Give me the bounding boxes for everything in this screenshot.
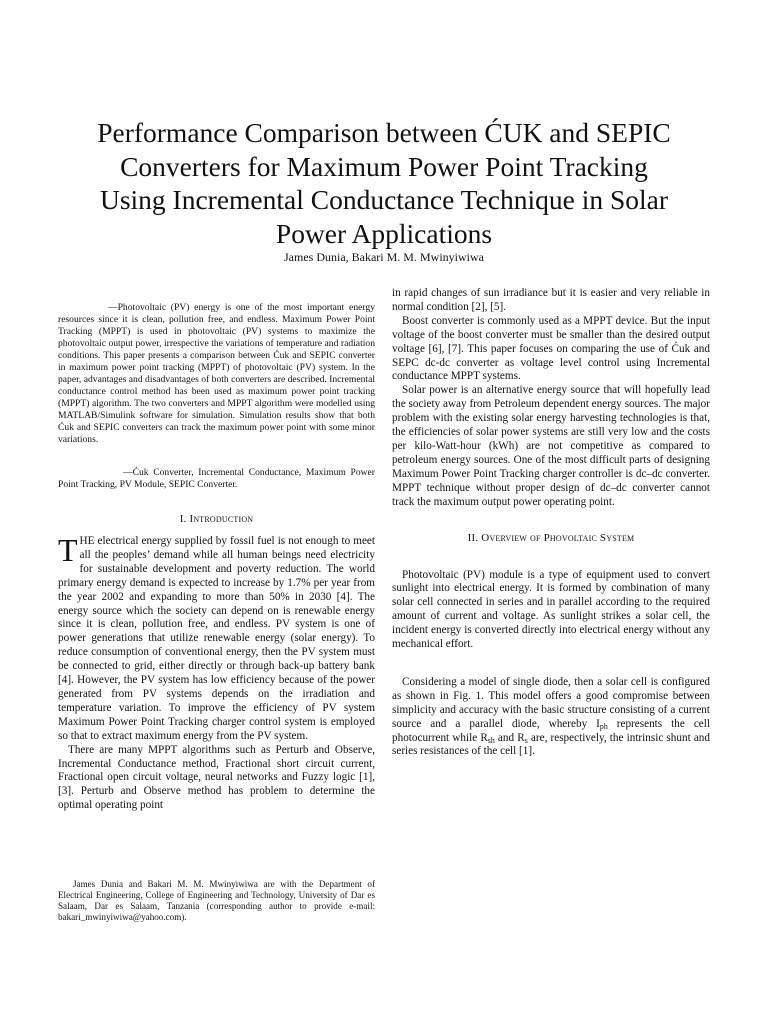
right-paragraph-3: Solar power is an alternative energy source that will hopefully lead the society away from Petroleum dependent energy sources. The major problem with the existing solar energy harvesting technologies is that, the efficiencies of solar power systems are still very low and the costs per kilo-Watt-hour (kWh) are not competitive as compared to petroleum energy sources. One of the most difficult parts of designing Maximum Power Point Tracking charger controller is dc–dc converter. MPPT technique without proper design of dc–dc converter cannot track the maximum output power operating point. [392, 384, 710, 508]
section-heading-overview: II. Overview of Phovoltaic System [467, 531, 635, 544]
author-list: James Dunia, Bakari M. M. Mwinyiwiwa [284, 250, 484, 264]
right-paragraph-1: in rapid changes of sun irradiance but it is easier and very reliable in normal condition [2], [5]. [392, 287, 710, 313]
intro-paragraph-1-text: HE electrical energy supplied by fossil fuel is not enough to meet all the peoples’ demand while all human beings need electricity for sustainable development and poverty reduction. The world primary energy demand is expected to increase by 1.7% per year from the year 2002 and expanding to more than 50% in 2030 [4]. The energy source which the society can depend on is renewable energy since it is clean, pollution free, and endless. PV system is one of power generations that utilize renewable energy (solar energy). To reduce consumption of conventional energy, then the PV system must be connected to grid, either directly or through back-up battery bank [4]. However, the PV system has low efficiency because of the power generated from PV systems depends on the irradiation and temperature variation. To improve the efficiency of PV system Maximum Power Point Tracking charger control system is employed so that to extract maximum energy from the PV system. [58, 535, 375, 742]
p5-text-c: and R [494, 731, 525, 744]
section-heading-introduction: I. Introduction [179, 513, 254, 525]
intro-paragraph-2: There are many MPPT algorithms such as Perturb and Observe, Incremental Conductance method, Fractional short circuit current, Fractional open circuit voltage, neural networks and Fuzzy logic [1], [3]. Perturb and Observe method has problem to determine the optimal operating point [58, 743, 375, 812]
p5-text-b: represents the cell photocurrent while R [392, 717, 710, 744]
subscript-sh: sh [487, 735, 495, 745]
right-paragraph-5 [392, 676, 710, 759]
author-footnote: James Dunia and Bakari M. M. Mwinyiwiwa are with the Department of Electrical Engineering, College of Engineering and Technology, University of Dar es Salaam, Dar es Salaam, Tanzania (corresponding author to provide e-mail: bakari_mwinyiwiwa@yahoo.com). [58, 879, 375, 923]
right-column [392, 287, 710, 759]
intro-paragraph-1 [58, 532, 375, 744]
right-paragraph-2: Boost converter is commonly used as a MPPT device. But the input voltage of the boost converter must be smaller than the desired output voltage [6], [7]. This paper focuses on comparing the use of Ćuk and SEPC dc-dc converter as voltage level control using Incremental conductance MPPT systems. [392, 314, 710, 383]
title-line: Performance Comparison between ĆUK and SEPIC [97, 117, 671, 148]
p5-text-d: are, respectively, the intrinsic shunt and series resistances of the cell [1]. [392, 731, 710, 758]
paper-title [40, 116, 728, 250]
index-terms: —Ćuk Converter, Incremental Conductance, Maximum Power Point Tracking, PV Module, SEPIC Converter. [58, 467, 375, 490]
subscript-ph: ph [599, 721, 608, 731]
left-column [58, 287, 375, 813]
title-line: Using Incremental Conductance Technique in Solar [99, 184, 669, 215]
subscript-s: s [524, 735, 528, 745]
right-paragraph-4: Photovoltaic (PV) module is a type of equipment used to convert sunlight into electrical energy. It is formed by combination of many solar cell connected in series and in parallel according to the required amount of current and voltage. As sunlight strikes a solar cell, the incident energy is converted directly into electrical energy without any mechanical effort. [392, 568, 710, 651]
p5-text-a: Considering a model of single diode, then a solar cell is configured as shown in Fig. 1. This model offers a good compromise between simplicity and accuracy with the basic structure consisting of a current source and a parallel diode, whereby I [392, 675, 710, 730]
abstract: —Photovoltaic (PV) energy is one of the most important energy resources since it is clean, pollution free, and endless. Maximum Power Point Tracking (MPPT) is used in photovoltaic (PV) systems to maximize the photovoltaic output power, irrespective the variations of temperature and radiation conditions. This paper presents a comparison between Ćuk and SEPIC converter in maximum power point tracking (MPPT) of photovoltaic (PV) system. In the paper, advantages and disadvantages of both converters are described. Incremental conductance control method has been used as maximum power point tracking (MPPT) algorithm. The two converters and MPPT algorithm were modelled using MATLAB/Simulink software for simulation. Simulation results show that both Ćuk and SEPIC converters can track the maximum power point with some minor variations. [58, 302, 375, 445]
title-line: Power Applications [275, 217, 493, 249]
drop-cap: T [58, 532, 78, 568]
title-line: Converters for Maximum Power Point Tracking [120, 150, 648, 182]
